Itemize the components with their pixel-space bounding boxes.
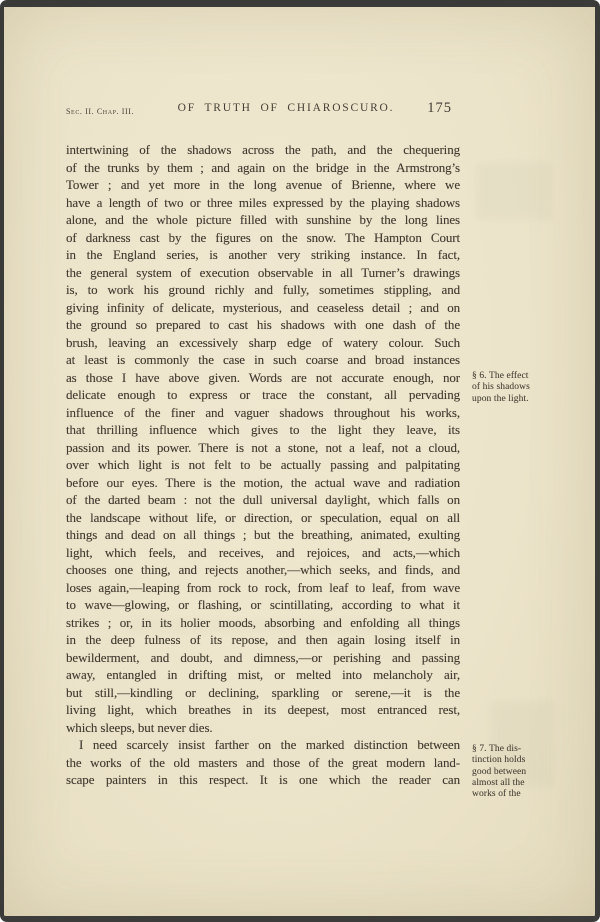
margin-note-line: § 6. The effect — [472, 371, 529, 381]
text-line: delicate enough to express or trace the constant, all pervading — [66, 387, 460, 402]
text-line: living light, which breathes in its deepest, most entranced rest, — [66, 702, 460, 717]
text-line: brush, leaving an excessively sharp edge of watery colour. Such — [66, 334, 460, 350]
book-page — [4, 7, 595, 916]
text-line: giving infinity of delicate, mysterious, and ceaseless detail ; and on — [66, 299, 460, 315]
page-number: 175 — [427, 100, 452, 116]
text-line: in the England series, is another very striking instance. In fact, — [66, 247, 460, 262]
margin-note-section-6 — [472, 371, 554, 405]
text-line: of the darted beam : not the dull universal daylight, which falls on — [66, 492, 460, 507]
paragraph — [66, 141, 460, 736]
text-line: I need scarcely insist farther on the marked distinction between — [79, 737, 460, 752]
text-line: bewilderment, and doubt, and dimness,—or perishing and passing — [66, 649, 460, 665]
running-title: OF TRUTH OF CHIAROSCURO. — [177, 102, 395, 114]
text-line: which sleeps, but never dies. — [66, 719, 213, 735]
text-line: before our eyes. There is the motion, the actual wave and radiation — [66, 474, 460, 490]
text-line: chooses one thing, and rejects another,—which seeks, and finds, and — [66, 562, 460, 577]
body-text — [66, 141, 460, 789]
text-line: influence of the finer and vaguer shadows throughout his works, — [66, 404, 460, 420]
text-line: that thrilling influence which gives to the light they leave, its — [66, 422, 460, 437]
running-header — [66, 102, 460, 120]
text-line: to wave—glowing, or flashing, or scintillating, according to what it — [66, 597, 460, 612]
text-line: but still,—kindling or declining, sparkling or serene,—it is the — [66, 684, 460, 700]
text-line: the landscape without life, or direction, or speculation, equal on all — [66, 509, 460, 525]
text-line: passion and its power. There is not a stone, not a leaf, not a cloud, — [66, 439, 460, 455]
margin-note-section-7 — [472, 744, 554, 800]
text-line: of the trunks by them ; and again on the bridge in the Armstrong’s — [66, 159, 460, 175]
section-chapter-label: Sec. II. Chap. III. — [66, 107, 135, 116]
margin-note-line: tinction holds — [472, 755, 526, 766]
paragraph — [66, 736, 460, 789]
text-line: in the deep fulness of its repose, and then again losing itself in — [66, 632, 460, 647]
text-line: strikes ; or, in its holier moods, absorbing and enfolding all things — [66, 614, 460, 630]
text-line: scape painters in this respect. It is one which the reader can — [66, 772, 460, 787]
text-line: the general system of execution observable in all Turner’s drawings — [66, 264, 460, 280]
text-line: light, which feels, and receives, and rejoices, and acts,—which — [66, 544, 460, 560]
margin-note-line: upon the light. — [472, 393, 529, 404]
text-line: over which light is not felt to be actually passing and palpitating — [66, 457, 460, 472]
text-line: the works of the old masters and those of the great modern land- — [66, 754, 460, 770]
text-line: of darkness cast by the figures on the snow. The Hampton Court — [66, 229, 460, 245]
text-line: intertwining of the shadows across the path, and the chequering — [66, 142, 460, 157]
text-line: have a length of two or three miles expressed by the playing shadows — [66, 194, 460, 210]
text-line: at least is commonly the case in such coarse and broad instances — [66, 352, 460, 367]
text-line: is, to work his ground richly and fully, sometimes stippling, and — [66, 282, 460, 297]
text-line: loses again,—leaping from rock to rock, from leaf to leaf, from wave — [66, 579, 460, 595]
margin-note-line: works of the — [472, 789, 521, 800]
text-line: the ground so prepared to cast his shadows with one dash of the — [66, 317, 460, 332]
margin-note-line: good between — [472, 766, 527, 777]
text-line: away, entangled in drifting mist, or melted into melancholy air, — [66, 667, 460, 682]
text-line: things and dead on all things ; but the breathing, animated, exulting — [66, 527, 460, 542]
text-line: as those I have above given. Words are not accurate enough, nor — [66, 369, 460, 385]
text-line: alone, and the whole picture filled with sunshine by the long lines — [66, 212, 460, 227]
margin-note-line: of his shadows — [472, 382, 530, 393]
page-bleedthrough — [476, 162, 552, 220]
margin-note-line: almost all the — [472, 777, 525, 788]
text-line: Tower ; and yet more in the long avenue of Brienne, where we — [66, 177, 460, 192]
margin-note-line: § 7. The dis- — [472, 744, 522, 754]
